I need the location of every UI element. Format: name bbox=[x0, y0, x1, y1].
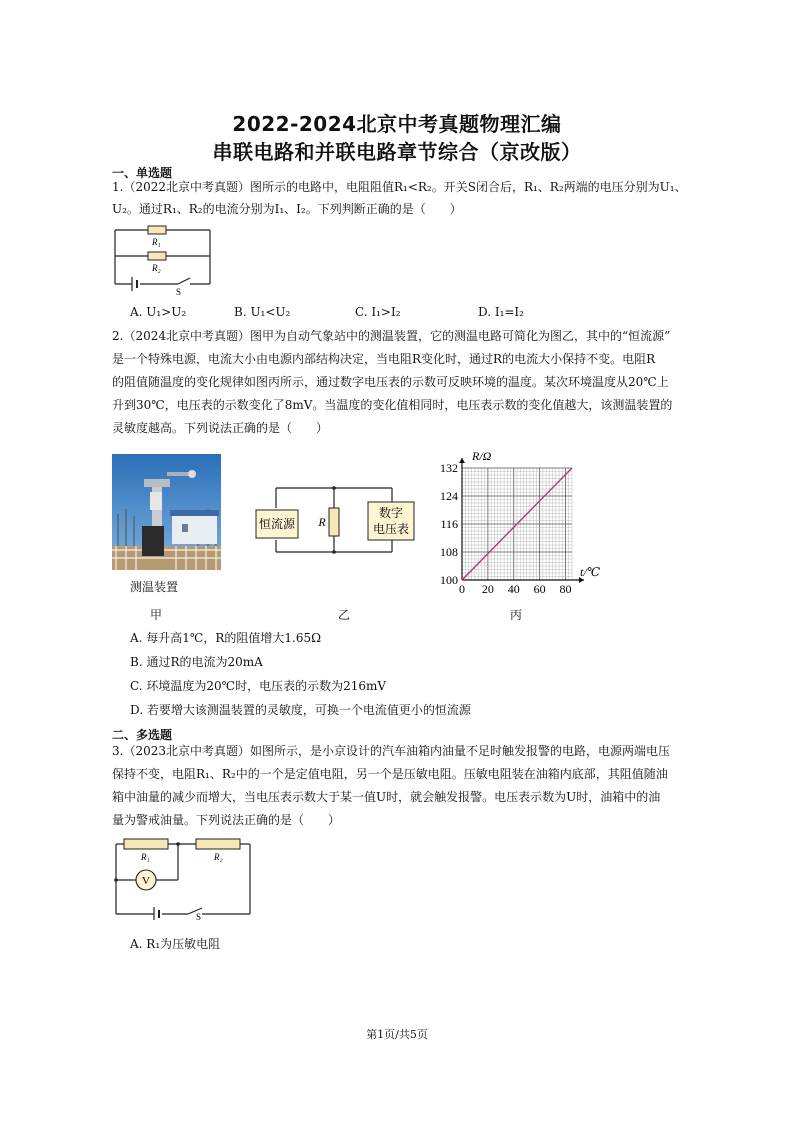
chart-x-tick-label: 20 bbox=[481, 582, 494, 596]
q2-r-label: R bbox=[318, 515, 326, 529]
q2-meter-label-2: 电压表 bbox=[372, 522, 410, 536]
q3-option-a[interactable]: A. R₁为压敏电阻 bbox=[130, 937, 221, 951]
doc-title-line1: 2022-2024北京中考真题物理汇编 bbox=[232, 112, 562, 136]
q1-option-a[interactable]: A. U₁>U₂ bbox=[130, 305, 187, 319]
section-single-choice: 一、单选题 bbox=[112, 166, 173, 180]
q2-photo-caption: 测温装置 bbox=[130, 580, 179, 594]
q2-stem-line4: 升到30℃，电压表的示数变化了8mV。当温度的变化值相同时，电压表示数的变化值越大，该测温装置的 bbox=[112, 398, 673, 412]
q3-switch-label: S bbox=[196, 912, 202, 920]
chart-x-tick-label: 80 bbox=[559, 582, 572, 596]
q2-meter-label-1: 数字 bbox=[378, 506, 404, 520]
fig-label-bing: 丙 bbox=[510, 608, 523, 622]
q3-stem-line1: 3.（2023北京中考真题）如图所示，是小京设计的汽车油箱内油量不足时触发报警的电路，电源两端电压 bbox=[112, 744, 670, 758]
chart-y-tick-label: 124 bbox=[440, 489, 458, 503]
q1-circuit-diagram bbox=[110, 224, 215, 296]
q3-voltmeter-label: V bbox=[142, 875, 150, 887]
q3-r1-label: R₁ bbox=[141, 852, 150, 862]
q2-resistance-temperature-chart bbox=[430, 446, 610, 596]
q3-stem-line3: 箱中油量的减少而增大，当电压表示数大于某一值U时，就会触发报警。电压表示数为U时，油箱中的油 bbox=[112, 790, 661, 804]
chart-x-tick-label: 40 bbox=[507, 582, 520, 596]
q2-station-photo bbox=[112, 454, 221, 570]
chart-y-tick-label: 108 bbox=[440, 545, 458, 559]
chart-y-tick-label: 100 bbox=[440, 573, 458, 587]
page-footer: 第1页/共5页 bbox=[366, 1028, 428, 1041]
chart-y-axis-label: R/Ω bbox=[472, 449, 492, 463]
chart-x-tick-label: 0 bbox=[459, 582, 465, 596]
q1-switch-label: S bbox=[176, 287, 182, 296]
chart-y-arrow bbox=[459, 458, 465, 463]
q1-r2-label: R₂ bbox=[152, 263, 161, 273]
q2-source-label: 恒流源 bbox=[258, 517, 296, 531]
q2-option-c[interactable]: C. 环境温度为20℃时，电压表的示数为216mV bbox=[130, 679, 387, 693]
fig-label-jia: 甲 bbox=[150, 608, 163, 622]
chart-x-tick-label: 60 bbox=[533, 582, 546, 596]
section-multi-choice: 二、多选题 bbox=[112, 728, 173, 742]
q1-option-b[interactable]: B. U₁<U₂ bbox=[234, 305, 291, 319]
q3-stem-line4: 量为警戒油量。下列说法正确的是（ ） bbox=[112, 813, 341, 827]
q3-r2-label: R₂ bbox=[214, 852, 223, 862]
q2-circuit-diagram bbox=[250, 482, 420, 572]
q2-option-d[interactable]: D. 若要增大该测温装置的灵敏度，可换一个电流值更小的恒流源 bbox=[130, 703, 471, 717]
chart-y-tick-label: 132 bbox=[440, 461, 458, 475]
q1-r1-label: R₁ bbox=[152, 237, 161, 247]
q3-stem-line2: 保持不变，电阻R₁、R₂中的一个是定值电阻，另一个是压敏电阻。压敏电阻装在油箱内底部，其阻值随油 bbox=[112, 767, 668, 781]
q2-stem-line2: 是一个特殊电源，电流大小由电源内部结构决定，当电阻R变化时，通过R的电流大小保持不变。电阻R bbox=[112, 352, 656, 366]
q2-stem-line3: 的阻值随温度的变化规律如图丙所示，通过数字电压表的示数可反映环境的温度。某次环境温度从20℃上 bbox=[112, 375, 669, 389]
q3-circuit-diagram bbox=[110, 834, 258, 920]
q1-option-d[interactable]: D. I₁=I₂ bbox=[478, 305, 524, 319]
q1-option-c[interactable]: C. I₁>I₂ bbox=[355, 305, 401, 319]
q1-stem-line1: 1.（2022北京中考真题）图所示的电路中，电阻阻值R₁<R₂。开关S闭合后，R₁、R₂两端的电压分别为U₁、 bbox=[112, 180, 687, 194]
q2-stem-line5: 灵敏度越高。下列说法正确的是（ ） bbox=[112, 421, 329, 435]
fig-label-yi: 乙 bbox=[338, 608, 351, 622]
chart-y-tick-label: 116 bbox=[440, 517, 458, 531]
q1-stem-line2: U₂。通过R₁、R₂的电流分别为I₁、I₂。下列判断正确的是（ ） bbox=[112, 202, 462, 216]
chart-x-axis-label: t/℃ bbox=[580, 565, 601, 579]
doc-title-line2: 串联电路和并联电路章节综合（京改版） bbox=[212, 140, 582, 164]
q2-stem-line1: 2.（2024北京中考真题）图甲为自动气象站中的测温装置，它的测温电路可简化为图乙，其中的“恒流源” bbox=[112, 329, 671, 343]
q2-option-b[interactable]: B. 通过R的电流为20mA bbox=[130, 655, 263, 669]
q2-option-a[interactable]: A. 每升高1℃，R的阻值增大1.65Ω bbox=[130, 631, 322, 645]
